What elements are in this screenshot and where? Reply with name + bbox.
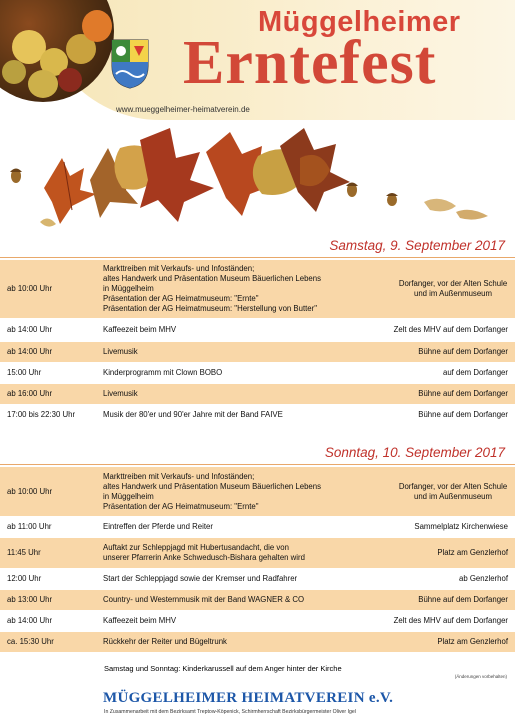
row-description-line: in Müggelheim	[103, 284, 154, 293]
schedule-row	[0, 632, 515, 652]
acorn-icon	[386, 193, 398, 206]
changes-note: (Änderungen vorbehalten)	[454, 674, 507, 679]
verein-name: MÜGGELHEIMER HEIMATVEREIN e.V.	[103, 690, 394, 706]
title-line-1: Müggelheimer	[258, 6, 461, 38]
schedule-row	[0, 342, 515, 362]
row-location	[368, 616, 515, 626]
row-time: 12:00 Uhr	[7, 574, 42, 583]
schedule-row	[0, 405, 515, 425]
saturday-heading: Samstag, 9. September 2017	[329, 238, 505, 253]
row-description-line: Livemusik	[103, 389, 138, 398]
row-description-line: Kinderprogramm mit Clown BOBO	[103, 368, 223, 377]
row-time: ab 14:00 Uhr	[7, 347, 53, 356]
row-time: ab 10:00 Uhr	[7, 486, 53, 496]
row-description	[98, 543, 368, 563]
row-location-line: Zelt des MHV auf dem Dorfanger	[393, 616, 508, 625]
row-description	[98, 616, 368, 626]
row-location	[368, 347, 515, 357]
row-time: ab 10:00 Uhr	[7, 284, 53, 293]
schedule-row	[0, 538, 515, 568]
row-location-line: Bühne auf dem Dorfanger	[418, 595, 508, 604]
row-time: ab 16:00 Uhr	[7, 389, 53, 398]
coat-of-arms-icon	[110, 38, 150, 90]
schedule-row	[0, 320, 515, 340]
row-location-line: Platz am Genzlerhof	[437, 637, 508, 646]
row-time: ab 13:00 Uhr	[7, 595, 53, 604]
row-description-line: Country- und Westernmusik mit der Band WAGNER & CO	[103, 595, 305, 604]
row-description	[98, 264, 368, 314]
row-location	[368, 482, 515, 502]
schedule-row	[0, 517, 515, 537]
row-location-line: auf dem Dorfanger	[442, 368, 508, 377]
row-location	[368, 325, 515, 335]
row-description-line: Kaffeezeit beim MHV	[103, 325, 177, 334]
row-location	[368, 548, 515, 558]
row-time: 11:45 Uhr	[7, 548, 41, 557]
schedule-row	[0, 363, 515, 383]
row-time: 15:00 Uhr	[7, 368, 42, 377]
row-location-line: Dorfanger, vor der Alten Schule	[398, 279, 508, 288]
row-location-line: ab Genzlerhof	[459, 574, 508, 583]
row-location-line: Bühne auf dem Dorfanger	[418, 410, 508, 419]
row-location	[368, 637, 515, 647]
divider	[0, 257, 515, 258]
row-location	[368, 389, 515, 399]
schedule-row	[0, 611, 515, 631]
row-location	[368, 574, 515, 584]
schedule-row	[0, 569, 515, 589]
row-description-line: Rückkehr der Reiter und Bügeltrunk	[103, 637, 227, 646]
row-location-line: Bühne auf dem Dorfanger	[418, 389, 508, 398]
row-description-line: Präsentation der AG Heimatmuseum: "Ernte"	[103, 294, 259, 303]
schedule-row	[0, 467, 515, 516]
row-description-line: Musik der 80'er und 90'er Jahre mit der Band FAIVE	[103, 410, 283, 419]
row-description-line: Markttreiben mit Verkaufs- und Infoständen;	[103, 264, 255, 273]
sunday-heading: Sonntag, 10. September 2017	[324, 445, 505, 460]
row-description	[98, 368, 368, 378]
row-location-line: und im Außenmuseum	[413, 491, 492, 501]
row-description-line: Präsentation der AG Heimatmuseum: "Ernte"	[103, 501, 259, 511]
row-description-line: Eintreffen der Pferde und Reiter	[103, 522, 213, 531]
row-description-line: Auftakt zur Schleppjagd mit Hubertusandacht, die von	[103, 543, 289, 552]
row-description-line: Präsentation der AG Heimatmuseum: "Herstellung von Butter"	[103, 304, 317, 313]
row-location	[368, 595, 515, 605]
row-location	[368, 279, 515, 299]
row-time: ab 11:00 Uhr	[7, 522, 52, 531]
row-location	[368, 410, 515, 420]
row-description-line: in Müggelheim	[103, 491, 154, 501]
row-description	[98, 472, 368, 512]
row-location-line: Bühne auf dem Dorfanger	[418, 347, 508, 356]
row-description-line: Kaffeezeit beim MHV	[103, 616, 177, 625]
acorn-icon	[10, 169, 22, 184]
row-description-line: altes Handwerk und Präsentation Museum Bäuerlichen Lebens	[103, 481, 322, 491]
row-description-line: altes Handwerk und Präsentation Museum Bäuerlichen Lebens	[103, 274, 322, 283]
divider	[0, 464, 515, 465]
row-time: ab 14:00 Uhr	[7, 325, 53, 334]
row-description-line: Start der Schleppjagd sowie der Kremser und Radfahrer	[103, 574, 298, 583]
autumn-leaves-illustration	[0, 118, 515, 240]
title-line-2: Erntefest	[183, 29, 437, 97]
schedule-row	[0, 384, 515, 404]
row-time: ab 14:00 Uhr	[7, 616, 53, 625]
row-description	[98, 522, 368, 532]
row-description	[98, 410, 368, 420]
row-location-line: Sammelplatz Kirchenwiese	[414, 522, 508, 531]
row-description	[98, 595, 368, 605]
row-description-line: Markttreiben mit Verkaufs- und Infoständen;	[103, 471, 255, 481]
row-description	[98, 347, 368, 357]
row-description	[98, 637, 368, 647]
row-location	[368, 368, 515, 378]
row-description	[98, 574, 368, 584]
row-location-line: und im Außenmuseum	[413, 289, 492, 298]
carousel-note: Samstag und Sonntag: Kinderkarussell auf dem Anger hinter der Kirche	[104, 664, 342, 673]
acorn-icon	[346, 183, 358, 198]
row-location	[368, 522, 515, 532]
website-url: www.mueggelheimer-heimatverein.de	[116, 105, 250, 114]
row-description	[98, 325, 368, 335]
row-description-line: unserer Pfarrerin Anke Schwedusch-Bishara gehalten wird	[103, 553, 305, 562]
row-time: ca. 15:30 Uhr	[7, 637, 54, 646]
row-description	[98, 389, 368, 399]
row-time: 17:00 bis 22:30 Uhr	[7, 410, 76, 419]
row-location-line: Zelt des MHV auf dem Dorfanger	[393, 325, 508, 334]
row-location-line: Dorfanger, vor der Alten Schule	[398, 481, 508, 491]
row-description-line: Livemusik	[103, 347, 138, 356]
row-location-line: Platz am Genzlerhof	[437, 548, 508, 557]
verein-subtitle: In Zusammenarbeit mit dem Bezirksamt Treptow-Köpenick, Schirmherrschaft Bezirksbürgermeister Oliver Igel	[104, 709, 356, 715]
schedule-row	[0, 260, 515, 318]
schedule-row	[0, 590, 515, 610]
